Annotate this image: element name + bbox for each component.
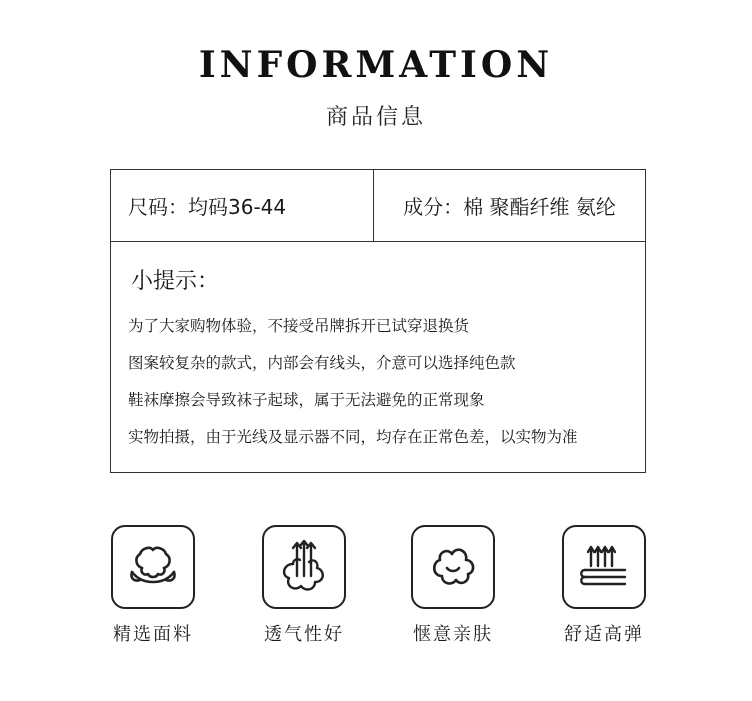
feature-label: 精选面料: [113, 624, 193, 645]
tip-item: 实物拍摄，由于光线及显示器不同，均存在正常色差，以实物为准: [128, 428, 578, 446]
info-row-top: [111, 170, 645, 242]
tip-item: 鞋袜摩擦会导致袜子起球，属于无法避免的正常现象: [128, 391, 485, 409]
feature-breathable: [239, 525, 369, 646]
tip-item: 为了大家购物体验，不接受吊牌拆开已试穿退换货: [128, 317, 470, 335]
breathable-cloud-icon: [262, 525, 346, 609]
feature-skin-friendly: [388, 525, 518, 646]
title-cn: 商品信息: [325, 105, 426, 130]
feature-label: 透气性好: [264, 624, 344, 645]
title-en: INFORMATION: [198, 44, 554, 86]
features-row: [0, 525, 752, 655]
feature-elastic: [539, 525, 669, 646]
elastic-layers-icon: [562, 525, 646, 609]
feature-label: 舒适高弹: [564, 624, 644, 645]
tips-list: [128, 316, 578, 464]
feature-label: 惬意亲肤: [413, 624, 493, 645]
material-cell: 成分：棉 聚酯纤维 氨纶: [403, 195, 616, 219]
soft-cloud-icon: [411, 525, 495, 609]
tip-item: 图案较复杂的款式，内部会有线头，介意可以选择纯色款: [128, 354, 516, 372]
tips-title: 小提示：: [131, 269, 220, 294]
feature-fabric: [88, 525, 218, 646]
cotton-flower-icon: [111, 525, 195, 609]
info-table: [110, 169, 646, 473]
size-cell: 尺码：均码36-44: [111, 170, 374, 241]
